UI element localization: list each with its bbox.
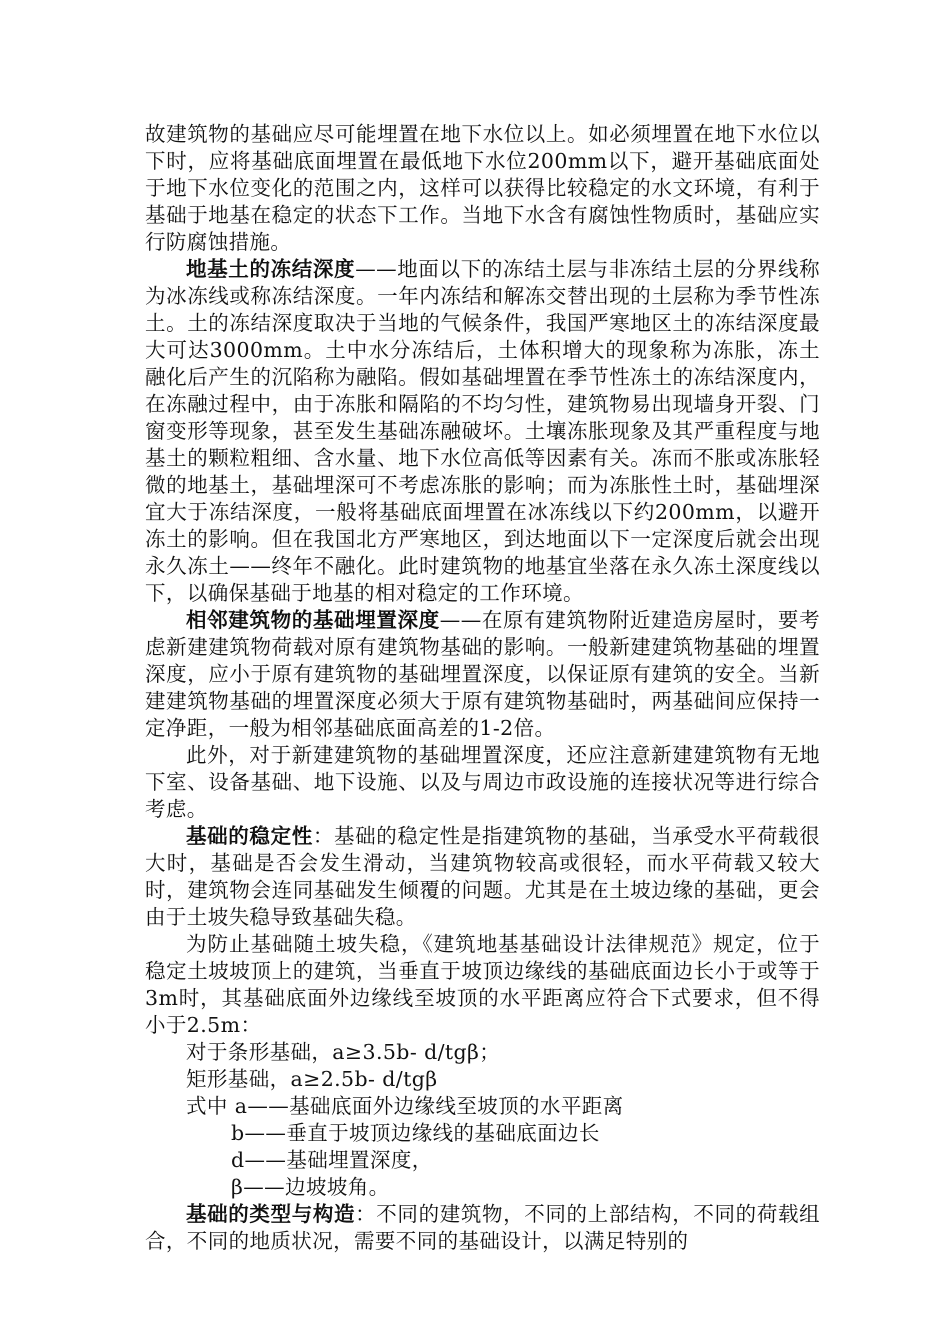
- formula-where-beta: β——边坡坡角。: [231, 1175, 390, 1199]
- paragraph-adjacent-buildings: [145, 607, 820, 742]
- heading-adjacent-buildings: 相邻建筑物的基础埋置深度: [186, 608, 440, 632]
- paragraph-frost-depth: [145, 256, 820, 607]
- heading-stability: 基础的稳定性: [186, 824, 313, 848]
- paragraph-foundation-types: [145, 1201, 820, 1255]
- paragraph-stability: [145, 823, 820, 931]
- formula-where-b: b——垂直于坡顶边缘线的基础底面边长: [231, 1121, 600, 1145]
- paragraph-slope-rule: 为防止基础随土坡失稳，《建筑地基基础设计法律规范》规定，位于稳定土坡坡顶上的建筑，当垂直于坡顶边缘线的基础底面边长小于或等于3m时，其基础底面外边缘线至坡顶的水平距离应符合下式要求，但不得小于2.5m：: [145, 932, 820, 1037]
- heading-foundation-types: 基础的类型与构造: [186, 1202, 356, 1226]
- body-frost-depth: ——地面以下的冻结土层与非冻结土层的分界线称为冰冻线或称冻结深度。一年内冻结和解冻交替出现的土层称为季节性冻土。土的冻结深度取决于当地的气候条件，我国严寒地区土的冻结深度最大可达3000mm。土中水分冻结后，土体积增大的现象称为冻胀，冻土融化后产生的沉陷称为融陷。假如基础埋置在季节性冻土的冻结深度内，在冻融过程中，由于冻胀和隔陷的不均匀性，建筑物易出现墙身开裂、门窗变形等现象，甚至发生基础冻融破坏。土壤冻胀现象及其严重程度与地基土的颗粒粗细、含水量、地下水位高低等因素有关。冻而不胀或冻胀轻微的地基土，基础埋深可不考虑冻胀的影响；而为冻胀性土时，基础埋深宜大于冻结深度，一般将基础底面埋置在冰冻线以下约200mm，以避开冻土的影响。但在我国北方严寒地区，到达地面以下一定深度后就会出现永久冻土——终年不融化。此时建筑物的地基宜坐落在永久冻土深度线以下，以确保基础于地基的相对稳定的工作环境。: [145, 257, 820, 605]
- formula-where-a: 式中 a——基础底面外边缘线至坡顶的水平距离: [186, 1094, 624, 1118]
- paragraph-groundwater: 故建筑物的基础应尽可能埋置在地下水位以上。如必须埋置在地下水位以下时，应将基础底面埋置在最低地下水位200mm以下，避开基础底面处于地下水位变化的范围之内，这样可以获得比较稳定的水文环境，有利于基础于地基在稳定的状态下工作。当地下水含有腐蚀性物质时，基础应实行防腐蚀措施。: [145, 122, 820, 254]
- formula-rect-foundation: 矩形基础，a≥2.5b- d/tgβ: [186, 1067, 438, 1091]
- document-page: [145, 121, 820, 1255]
- heading-frost-depth: 地基土的冻结深度: [186, 257, 356, 281]
- body-stability: ：基础的稳定性是指建筑物的基础，当承受水平荷载很大时，基础是否会发生滑动，当建筑物较高或很轻，而水平荷载又较大时，建筑物会连同基础发生倾覆的问题。尤其是在土坡边缘的基础，更会由于土坡失稳导致基础失稳。: [145, 824, 820, 929]
- formula-strip-foundation: 对于条形基础，a≥3.5b- d/tgβ；: [186, 1040, 501, 1064]
- formula-where-d: d——基础埋置深度，: [231, 1148, 433, 1172]
- body-adjacent-buildings: ——在原有建筑物附近建造房屋时，要考虑新建建筑物荷载对原有建筑物基础的影响。一般新建建筑物基础的埋置深度，应小于原有建筑物的基础埋置深度，以保证原有建筑的安全。当新建建筑物基础的埋置深度必须大于原有建筑物基础时，两基础间应保持一定净距，一般为相邻基础底面高差的1-2倍。: [145, 608, 820, 740]
- paragraph-other-considerations: 此外，对于新建建筑物的基础埋置深度，还应注意新建建筑物有无地下室、设备基础、地下设施、以及与周边市政设施的连接状况等进行综合考虑。: [145, 743, 820, 821]
- body-foundation-types: ：不同的建筑物，不同的上部结构，不同的荷载组合，不同的地质状况，需要不同的基础设计，以满足特别的: [145, 1202, 820, 1253]
